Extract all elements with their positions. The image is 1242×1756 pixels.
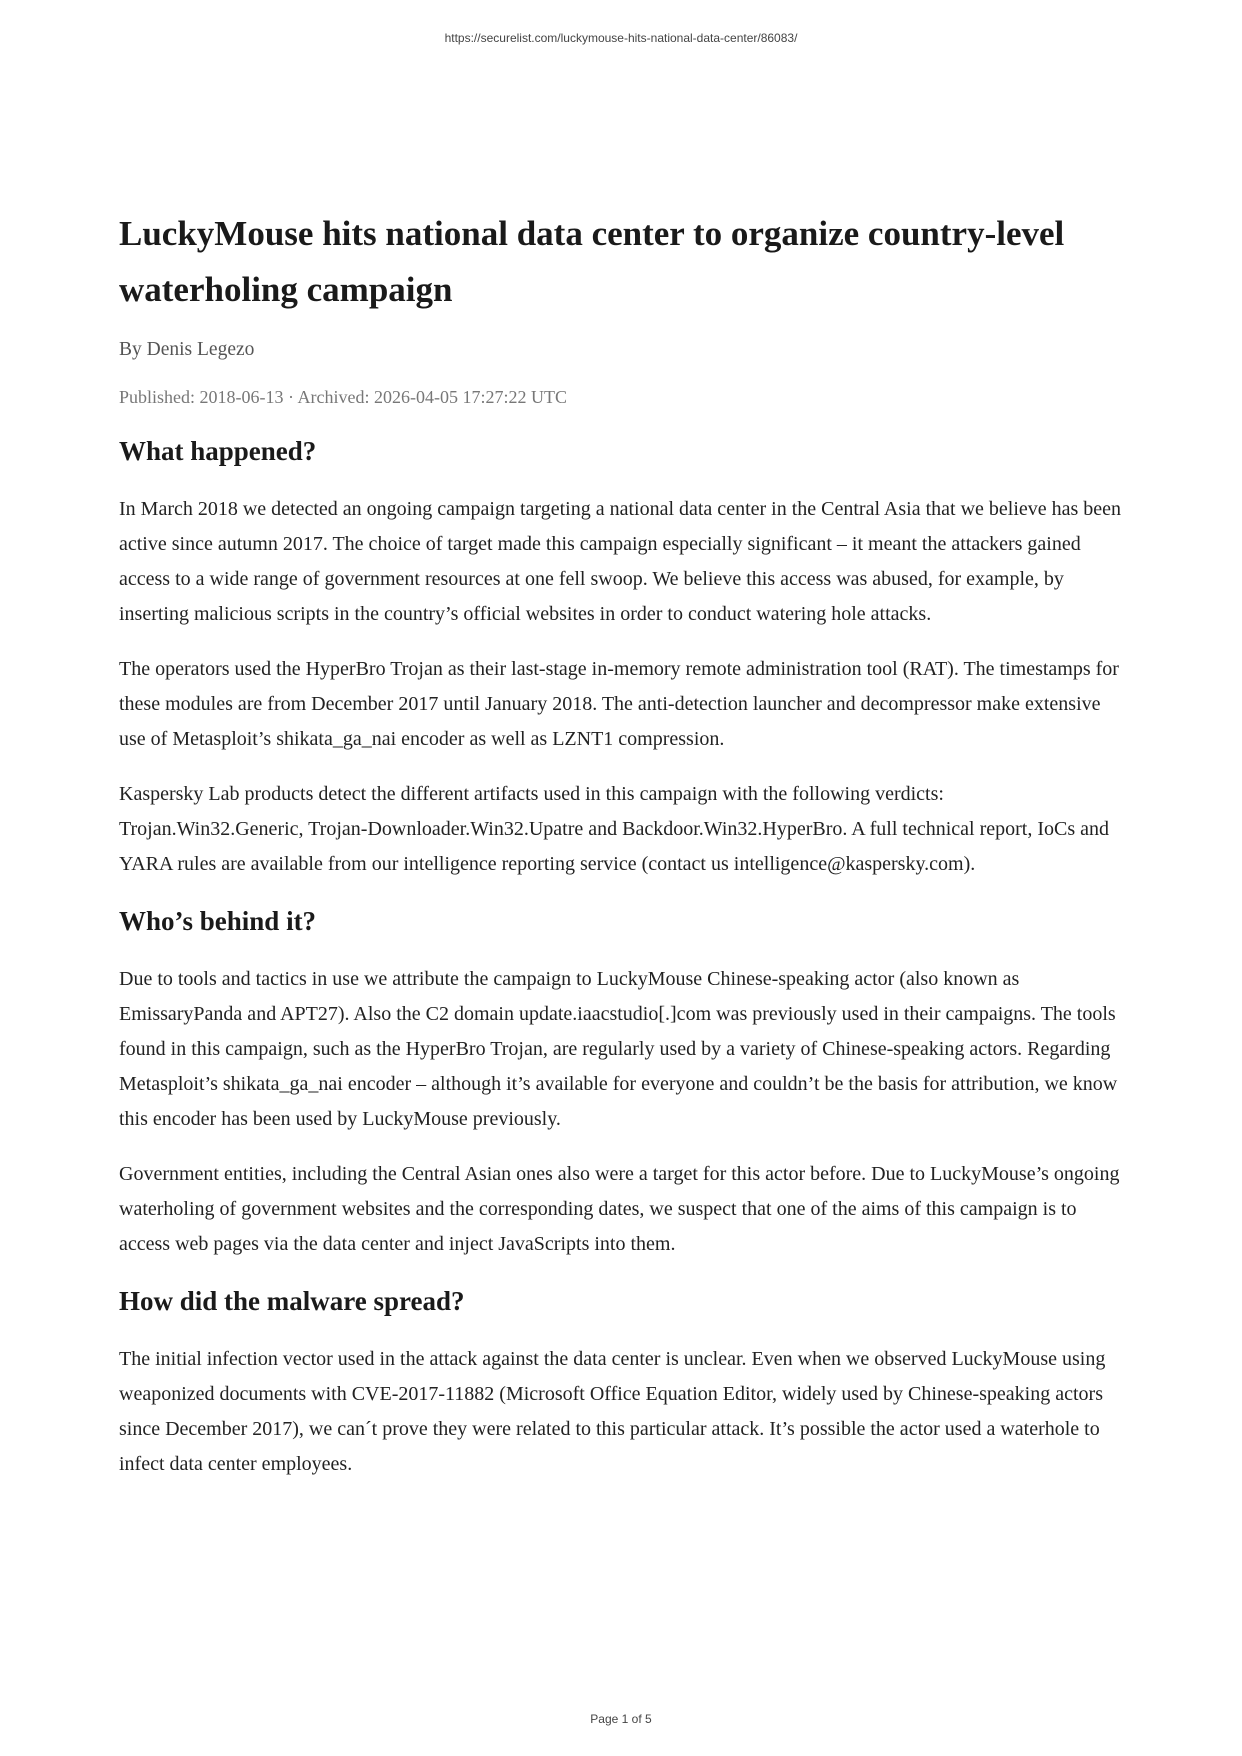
paragraph: The operators used the HyperBro Trojan as their last-stage in-memory remote administration tool (RAT). The timestamps for these modules are from December 2017 until January 2018. The anti-detection launcher and decompressor make extensive use of Metasploit’s shikata_ga_nai encoder as well as LZNT1 compression.: [119, 658, 1119, 750]
paragraph: Due to tools and tactics in use we attribute the campaign to LuckyMouse Chinese-speaking actor (also known as EmissaryPanda and APT27). Also the C2 domain update.iaacstudio[.]com was previously used in their campaigns. The tools found in this campaign, such as the HyperBro Trojan, are regularly used by a variety of Chinese-speaking actors. Regarding Metasploit’s shikata_ga_nai encoder – although it’s available for everyone and couldn’t be the basis for attribution, we know this encoder has been used by LuckyMouse previously.: [119, 968, 1118, 1130]
section-heading-whos-behind-it: Who’s behind it?: [119, 906, 317, 936]
section-heading-how-did-malware-spread: How did the malware spread?: [119, 1286, 465, 1316]
page-url-header: https://securelist.com/luckymouse-hits-national-data-center/86083/: [444, 31, 798, 45]
page-number: Page 1 of 5: [590, 1712, 652, 1726]
article-meta: Published: 2018-06-13 · Archived: 2026-04-05 17:27:22 UTC: [119, 387, 567, 407]
paragraph: The initial infection vector used in the attack against the data center is unclear. Even when we observed LuckyMouse using weaponized documents with CVE-2017-11882 (Microsoft Office Equation Editor, widely used by Chinese-speaking actors since December 2017), we can´t prove they were related to this particular attack. It’s possible the actor used a waterhole to infect data center employees.: [119, 1348, 1106, 1475]
article: [119, 206, 1129, 1482]
article-byline: By Denis Legezo: [119, 339, 255, 360]
paragraph: Government entities, including the Central Asian ones also were a target for this actor before. Due to LuckyMouse’s ongoing waterholing of government websites and the corresponding dates, we suspect that one of the aims of this campaign is to access web pages via the data center and inject JavaScripts into them.: [119, 1163, 1120, 1255]
paragraph: Kaspersky Lab products detect the different artifacts used in this campaign with the following verdicts: Trojan.Win32.Generic, Trojan-Downloader.Win32.Upatre and Backdoor.Win32.HyperBro. A full technical report, IoCs and YARA rules are available from our intelligence reporting service (contact us intelligence@kaspersky.com).: [119, 783, 1109, 875]
paragraph: In March 2018 we detected an ongoing campaign targeting a national data center in the Central Asia that we believe has been active since autumn 2017. The choice of target made this campaign especially significant – it meant the attackers gained access to a wide range of government resources at one fell swoop. We believe this access was abused, for example, by inserting malicious scripts in the country’s official websites in order to conduct watering hole attacks.: [119, 498, 1122, 625]
article-title: LuckyMouse hits national data center to organize country-level waterholing campaign: [119, 214, 1065, 309]
section-heading-what-happened: What happened?: [119, 436, 317, 466]
